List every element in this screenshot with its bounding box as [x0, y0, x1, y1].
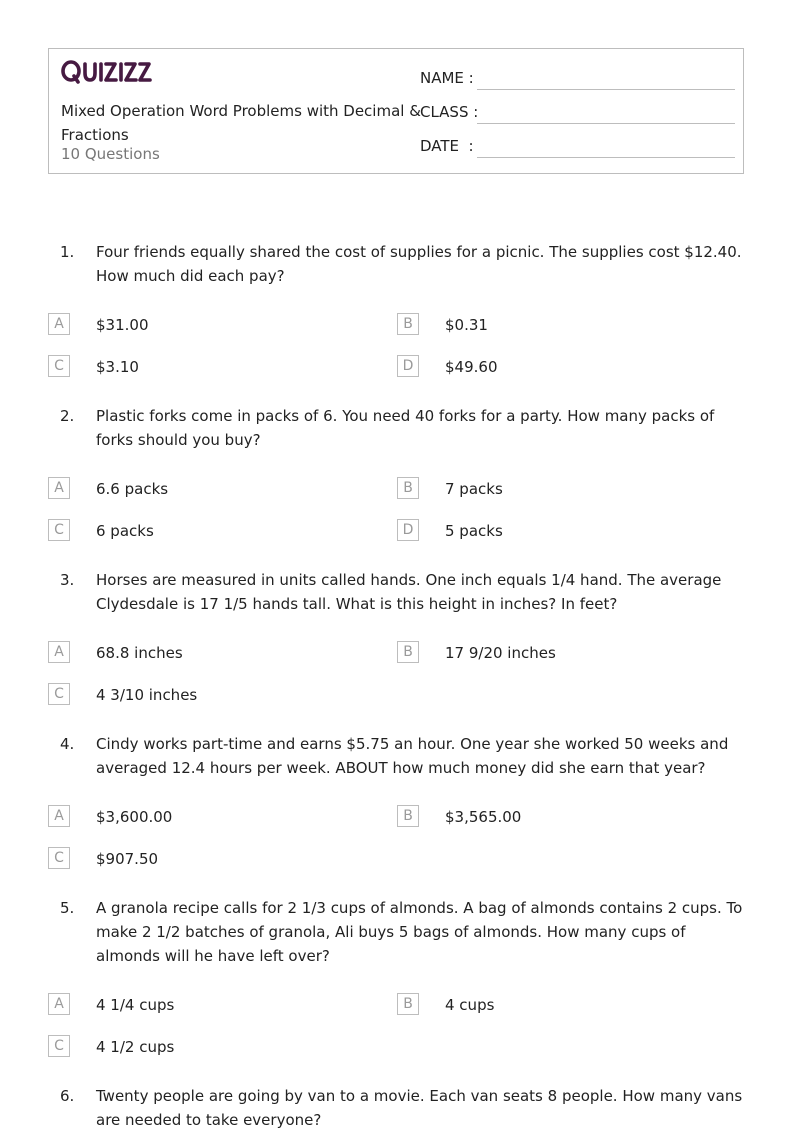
question-text: Cindy works part-time and earns $5.75 an hour. One year she worked 50 weeks and averaged 12.4 hours per week. ABOUT how much money did she earn that year? — [96, 735, 729, 777]
option-letter-box: A — [48, 641, 70, 663]
option-text: 5 packs — [445, 522, 503, 540]
option-text: $0.31 — [445, 316, 488, 334]
option-letter-box: B — [397, 805, 419, 827]
option-text: $3.10 — [96, 358, 139, 376]
option-letter-box: C — [48, 1035, 70, 1057]
option-letter-box: C — [48, 355, 70, 377]
date-field[interactable] — [420, 134, 735, 158]
option-letter-box: D — [397, 355, 419, 377]
quizizz-logo-mark — [61, 59, 153, 87]
option-letter-box: D — [397, 519, 419, 541]
worksheet-title: Mixed Operation Word Problems with Decimal & Fractions — [61, 102, 421, 144]
question-text: Four friends equally shared the cost of supplies for a picnic. The supplies cost $12.40. How much did each pay? — [96, 243, 742, 285]
question-number: 4. — [60, 735, 75, 753]
class-line[interactable] — [477, 123, 735, 124]
question-number: 3. — [60, 571, 75, 589]
option-letter-box: C — [48, 519, 70, 541]
option-letter-box: A — [48, 313, 70, 335]
name-label: NAME : — [420, 69, 474, 87]
question-text: Horses are measured in units called hands. One inch equals 1/4 hand. The average Clydesdale is 17 1/5 hands tall. What is this height in inches? In feet? — [96, 571, 722, 613]
option-letter-box: A — [48, 477, 70, 499]
question-number: 1. — [60, 243, 75, 261]
date-label: DATE : — [420, 137, 474, 155]
question-text: Twenty people are going by van to a movie. Each van seats 8 people. How many vans are needed to take everyone? — [96, 1087, 743, 1129]
option-letter-box: A — [48, 805, 70, 827]
option-letter-box: A — [48, 993, 70, 1015]
worksheet-header — [48, 48, 744, 174]
option-text: 68.8 inches — [96, 644, 183, 662]
question-text: A granola recipe calls for 2 1/3 cups of almonds. A bag of almonds contains 2 cups. To make 2 1/2 batches of granola, Ali buys 5 bags of almonds. How many cups of almonds will he have left over? — [96, 899, 743, 965]
option-letter-box: C — [48, 847, 70, 869]
question-count: 10 Questions — [61, 145, 160, 163]
option-letter-box: C — [48, 683, 70, 705]
option-letter-box: B — [397, 641, 419, 663]
class-field[interactable] — [420, 100, 735, 124]
question-number: 2. — [60, 407, 75, 425]
option-letter-box: B — [397, 993, 419, 1015]
option-text: 6.6 packs — [96, 480, 169, 498]
option-text: $907.50 — [96, 850, 159, 868]
option-text: $3,600.00 — [96, 808, 173, 826]
option-letter-box: B — [397, 313, 419, 335]
option-text: 6 packs — [96, 522, 154, 540]
date-line[interactable] — [477, 157, 735, 158]
option-text: 4 1/4 cups — [96, 996, 175, 1014]
option-text: 7 packs — [445, 480, 503, 498]
option-text: 4 3/10 inches — [96, 686, 198, 704]
name-line[interactable] — [477, 89, 735, 90]
option-text: $3,565.00 — [445, 808, 522, 826]
option-letter-box: B — [397, 477, 419, 499]
option-text: $31.00 — [96, 316, 149, 334]
option-text: 4 cups — [445, 996, 495, 1014]
quizizz-logo — [61, 59, 153, 87]
option-text: 4 1/2 cups — [96, 1038, 175, 1056]
question-number: 5. — [60, 899, 75, 917]
name-field[interactable] — [420, 66, 735, 90]
option-text: 17 9/20 inches — [445, 644, 556, 662]
question-text: Plastic forks come in packs of 6. You need 40 forks for a party. How many packs of forks should you buy? — [96, 407, 715, 449]
class-label: CLASS : — [420, 103, 479, 121]
question-number: 6. — [60, 1087, 75, 1105]
option-text: $49.60 — [445, 358, 498, 376]
